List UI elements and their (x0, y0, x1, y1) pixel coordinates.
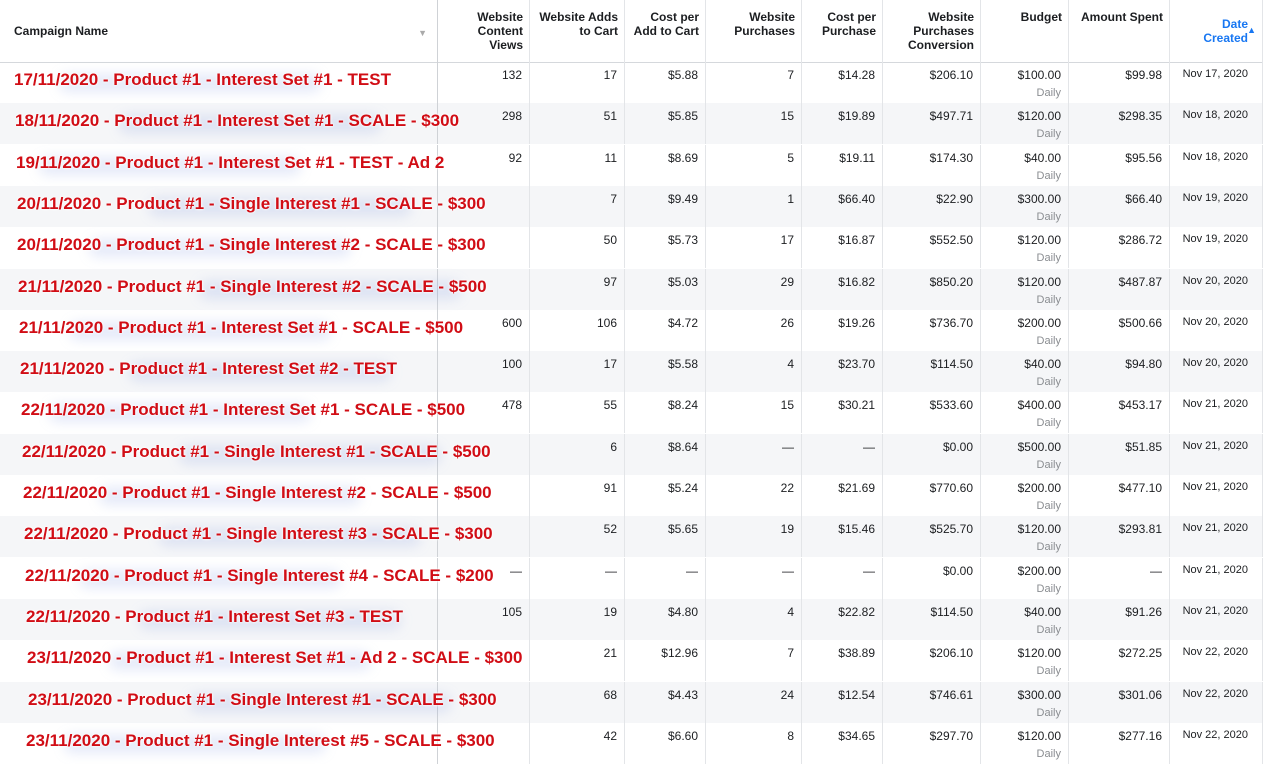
budget-type: Daily (1036, 582, 1061, 595)
budget-value: $120.00 (1017, 728, 1061, 743)
table-header (0, 0, 1263, 63)
date-created-cell: Nov 19, 2020 (1170, 186, 1263, 227)
adds-to-cart-cell: 97 (530, 269, 625, 310)
budget-cell (981, 145, 1069, 186)
column-header-content-views[interactable]: Website Content Views (438, 0, 530, 62)
budget-type: Daily (1036, 500, 1061, 512)
purchase-conversion-cell: $22.90 (883, 186, 981, 227)
purchase-conversion-cell: $297.70 (883, 723, 981, 764)
budget-value: $300.00 (1017, 687, 1061, 702)
budget-cell (981, 640, 1069, 681)
adds-to-cart-cell: 91 (530, 475, 625, 516)
budget-type: Daily (1036, 417, 1061, 430)
adds-to-cart-cell: 19 (530, 599, 625, 640)
purchases-cell: 22 (706, 475, 802, 516)
budget-value: $40.00 (1024, 150, 1061, 165)
cost-per-purchase-cell: $30.21 (802, 392, 883, 433)
budget-value: $100.00 (1017, 68, 1061, 82)
cost-per-purchase-cell: $12.54 (802, 682, 883, 723)
budget-cell (981, 186, 1069, 227)
purchase-conversion-cell: $497.71 (883, 103, 981, 144)
table-row[interactable] (0, 227, 1263, 268)
cost-per-purchase-cell: $21.69 (802, 475, 883, 516)
amount-spent-cell: $66.40 (1069, 186, 1170, 227)
content-views-cell: 478 (438, 392, 530, 433)
date-created-cell: Nov 22, 2020 (1170, 640, 1263, 681)
cost-per-purchase-cell: $14.28 (802, 62, 883, 103)
content-views-cell: 298 (438, 103, 530, 144)
campaign-name-label[interactable]: 21/11/2020 - Product #1 - Interest Set #2 - TEST (20, 359, 397, 379)
amount-spent-cell: $91.26 (1069, 599, 1170, 640)
content-views-cell: 92 (438, 145, 530, 186)
budget-cell (981, 351, 1069, 392)
table-row[interactable] (0, 434, 1263, 475)
table-row[interactable] (0, 186, 1263, 227)
date-created-cell: Nov 21, 2020 (1170, 392, 1263, 433)
budget-value: $40.00 (1024, 604, 1061, 619)
budget-cell (981, 475, 1069, 516)
budget-value: $300.00 (1017, 191, 1061, 206)
column-header-cost-per-atc[interactable]: Cost per Add to Cart (625, 0, 706, 62)
date-created-cell: Nov 18, 2020 (1170, 103, 1263, 144)
budget-value: $500.00 (1017, 439, 1061, 454)
budget-type: Daily (1036, 87, 1061, 99)
purchases-cell: 15 (706, 392, 802, 433)
budget-cell (981, 682, 1069, 723)
date-created-cell: Nov 22, 2020 (1170, 682, 1263, 723)
column-header-purchase-conversion[interactable]: Website Purchases Conversion (883, 0, 981, 62)
budget-type: Daily (1036, 665, 1061, 678)
budget-cell (981, 103, 1069, 144)
purchases-cell: 4 (706, 351, 802, 392)
cost-per-purchase-cell: $16.87 (802, 227, 883, 268)
purchases-cell: 17 (706, 227, 802, 268)
cost-per-atc-cell: — (625, 558, 706, 599)
cost-per-atc-cell: $5.73 (625, 227, 706, 268)
budget-cell (981, 392, 1069, 433)
budget-cell (981, 558, 1069, 599)
campaign-name-label[interactable]: 22/11/2020 - Product #1 - Single Interest #3 - SCALE - $300 (24, 524, 493, 544)
purchase-conversion-cell: $0.00 (883, 434, 981, 475)
adds-to-cart-cell: — (530, 558, 625, 599)
campaign-name-label[interactable]: 23/11/2020 - Product #1 - Single Interest #5 - SCALE - $300 (26, 730, 495, 750)
cost-per-atc-cell: $5.24 (625, 475, 706, 516)
purchase-conversion-cell: $552.50 (883, 227, 981, 268)
cost-per-atc-cell: $5.58 (625, 351, 706, 392)
content-views-cell: 600 (438, 310, 530, 351)
purchase-conversion-cell: $114.50 (883, 351, 981, 392)
budget-type: Daily (1036, 541, 1061, 554)
cost-per-purchase-cell: — (802, 434, 883, 475)
adds-to-cart-cell: 55 (530, 392, 625, 433)
sort-ascending-icon[interactable]: ▲ (1247, 25, 1256, 35)
purchases-cell: — (706, 434, 802, 475)
table-row[interactable] (0, 682, 1263, 723)
purchases-cell: 26 (706, 310, 802, 351)
amount-spent-cell: $453.17 (1069, 392, 1170, 433)
budget-cell (981, 62, 1069, 103)
purchases-cell: 29 (706, 269, 802, 310)
budget-type: Daily (1036, 376, 1061, 389)
cost-per-purchase-cell: $38.89 (802, 640, 883, 681)
budget-cell (981, 227, 1069, 268)
purchases-cell: 8 (706, 723, 802, 764)
budget-type: Daily (1036, 128, 1061, 141)
amount-spent-cell: $293.81 (1069, 516, 1170, 557)
budget-cell (981, 599, 1069, 640)
cost-per-atc-cell: $4.72 (625, 310, 706, 351)
budget-type: Daily (1036, 334, 1061, 347)
amount-spent-cell: $477.10 (1069, 475, 1170, 516)
content-views-cell: 132 (438, 62, 530, 103)
purchases-cell: 1 (706, 186, 802, 227)
date-created-cell: Nov 17, 2020 (1170, 62, 1263, 103)
date-created-header-label: Date Created (1203, 17, 1248, 45)
campaign-name-label[interactable]: 21/11/2020 - Product #1 - Single Interest #2 - SCALE - $500 (18, 276, 487, 296)
content-views-cell: — (438, 558, 530, 599)
campaign-name-header-label: Campaign Name (14, 24, 109, 38)
purchases-cell: — (706, 558, 802, 599)
table-row[interactable] (0, 269, 1263, 310)
cost-per-atc-cell: $5.88 (625, 62, 706, 103)
date-created-cell: Nov 21, 2020 (1170, 434, 1263, 475)
column-header-date-created[interactable] (1170, 0, 1263, 62)
campaign-name-label[interactable]: 22/11/2020 - Product #1 - Interest Set #1 - SCALE - $500 (21, 400, 466, 420)
budget-type: Daily (1036, 169, 1061, 182)
amount-spent-cell: — (1069, 558, 1170, 599)
cost-per-purchase-cell: $19.11 (802, 145, 883, 186)
purchase-conversion-cell: $746.61 (883, 682, 981, 723)
budget-type: Daily (1036, 458, 1061, 471)
budget-value: $120.00 (1017, 109, 1061, 124)
adds-to-cart-cell: 51 (530, 103, 625, 144)
budget-type: Daily (1036, 747, 1061, 760)
amount-spent-cell: $272.25 (1069, 640, 1170, 681)
budget-value: $200.00 (1017, 315, 1061, 330)
campaign-name-label[interactable]: 20/11/2020 - Product #1 - Single Interest #2 - SCALE - $300 (17, 235, 486, 255)
amount-spent-cell: $298.35 (1069, 103, 1170, 144)
campaign-name-label[interactable]: 17/11/2020 - Product #1 - Interest Set #1 - TEST (14, 70, 391, 89)
budget-type: Daily (1036, 210, 1061, 223)
column-header-amount-spent[interactable]: Amount Spent (1069, 0, 1170, 62)
campaign-name-label[interactable]: 19/11/2020 - Product #1 - Interest Set #1 - TEST - Ad 2 (16, 152, 445, 172)
purchases-cell: 7 (706, 62, 802, 103)
purchase-conversion-cell: $206.10 (883, 640, 981, 681)
budget-cell (981, 269, 1069, 310)
campaign-name-label[interactable]: 18/11/2020 - Product #1 - Interest Set #1 - SCALE - $300 (15, 111, 460, 131)
date-created-cell: Nov 21, 2020 (1170, 475, 1263, 516)
table-row[interactable] (0, 392, 1263, 433)
amount-spent-cell: $500.66 (1069, 310, 1170, 351)
cost-per-purchase-cell: $34.65 (802, 723, 883, 764)
budget-value: $120.00 (1017, 233, 1061, 248)
campaign-name-label[interactable]: 21/11/2020 - Product #1 - Interest Set #1 - SCALE - $500 (19, 317, 464, 337)
cost-per-atc-cell: $5.03 (625, 269, 706, 310)
adds-to-cart-cell: 50 (530, 227, 625, 268)
table-row[interactable] (0, 351, 1263, 392)
adds-to-cart-cell: 106 (530, 310, 625, 351)
cost-per-purchase-cell: $19.26 (802, 310, 883, 351)
cost-per-atc-cell: $8.69 (625, 145, 706, 186)
budget-value: $200.00 (1017, 481, 1061, 495)
purchase-conversion-cell: $770.60 (883, 475, 981, 516)
table-row[interactable] (0, 310, 1263, 351)
adds-to-cart-cell: 21 (530, 640, 625, 681)
table-row[interactable] (0, 640, 1263, 681)
chevron-down-icon[interactable]: ▼ (418, 28, 427, 38)
budget-cell (981, 516, 1069, 557)
budget-value: $400.00 (1017, 398, 1061, 413)
date-created-cell: Nov 21, 2020 (1170, 558, 1263, 599)
adds-to-cart-cell: 11 (530, 145, 625, 186)
purchase-conversion-cell: $533.60 (883, 392, 981, 433)
cost-per-atc-cell: $9.49 (625, 186, 706, 227)
cost-per-atc-cell: $4.43 (625, 682, 706, 723)
budget-type: Daily (1036, 293, 1061, 306)
cost-per-purchase-cell: $23.70 (802, 351, 883, 392)
cost-per-purchase-cell: $22.82 (802, 599, 883, 640)
amount-spent-cell: $277.16 (1069, 723, 1170, 764)
table-row[interactable] (0, 62, 1263, 103)
budget-value: $120.00 (1017, 646, 1061, 661)
purchases-cell: 4 (706, 599, 802, 640)
budget-value: $120.00 (1017, 274, 1061, 289)
amount-spent-cell: $301.06 (1069, 682, 1170, 723)
purchase-conversion-cell: $174.30 (883, 145, 981, 186)
cost-per-purchase-cell: $66.40 (802, 186, 883, 227)
date-created-cell: Nov 18, 2020 (1170, 145, 1263, 186)
adds-to-cart-cell: 52 (530, 516, 625, 557)
cost-per-atc-cell: $4.80 (625, 599, 706, 640)
adds-to-cart-cell: 7 (530, 186, 625, 227)
campaign-name-label[interactable]: 22/11/2020 - Product #1 - Single Interest #4 - SCALE - $200 (25, 565, 494, 585)
budget-cell (981, 434, 1069, 475)
purchase-conversion-cell: $206.10 (883, 62, 981, 103)
budget-value: $120.00 (1017, 522, 1061, 537)
purchase-conversion-cell: $850.20 (883, 269, 981, 310)
cost-per-purchase-cell: $16.82 (802, 269, 883, 310)
table-row[interactable] (0, 723, 1263, 764)
budget-cell (981, 723, 1069, 764)
cost-per-atc-cell: $8.64 (625, 434, 706, 475)
cost-per-purchase-cell: $15.46 (802, 516, 883, 557)
cost-per-purchase-cell: — (802, 558, 883, 599)
date-created-cell: Nov 20, 2020 (1170, 310, 1263, 351)
date-created-cell: Nov 20, 2020 (1170, 351, 1263, 392)
budget-value: $40.00 (1024, 357, 1061, 372)
column-header-campaign-name[interactable] (0, 0, 438, 62)
date-created-cell: Nov 21, 2020 (1170, 516, 1263, 557)
purchase-conversion-cell: $0.00 (883, 558, 981, 599)
budget-value: $200.00 (1017, 563, 1061, 578)
adds-to-cart-cell: 17 (530, 351, 625, 392)
table-row[interactable] (0, 599, 1263, 640)
cost-per-atc-cell: $5.85 (625, 103, 706, 144)
date-created-cell: Nov 22, 2020 (1170, 723, 1263, 764)
adds-to-cart-cell: 68 (530, 682, 625, 723)
amount-spent-cell: $286.72 (1069, 227, 1170, 268)
adds-to-cart-cell: 42 (530, 723, 625, 764)
purchase-conversion-cell: $525.70 (883, 516, 981, 557)
adds-to-cart-cell: 6 (530, 434, 625, 475)
amount-spent-cell: $94.80 (1069, 351, 1170, 392)
table-row[interactable] (0, 475, 1263, 516)
date-created-cell: Nov 21, 2020 (1170, 599, 1263, 640)
amount-spent-cell: $51.85 (1069, 434, 1170, 475)
table-row[interactable] (0, 516, 1263, 557)
purchases-cell: 15 (706, 103, 802, 144)
purchases-cell: 5 (706, 145, 802, 186)
amount-spent-cell: $487.87 (1069, 269, 1170, 310)
campaign-name-label[interactable]: 22/11/2020 - Product #1 - Interest Set #3 - TEST (26, 606, 403, 626)
column-header-adds-to-cart[interactable]: Website Adds to Cart (530, 0, 625, 62)
budget-type: Daily (1036, 623, 1061, 636)
budget-cell (981, 310, 1069, 351)
cost-per-purchase-cell: $19.89 (802, 103, 883, 144)
date-created-cell: Nov 19, 2020 (1170, 227, 1263, 268)
table-row[interactable] (0, 145, 1263, 186)
table-row[interactable] (0, 103, 1263, 144)
table-row[interactable] (0, 558, 1263, 599)
content-views-cell: 100 (438, 351, 530, 392)
amount-spent-cell: $95.56 (1069, 145, 1170, 186)
cost-per-atc-cell: $5.65 (625, 516, 706, 557)
campaign-name-label[interactable]: 23/11/2020 - Product #1 - Single Interest #1 - SCALE - $300 (28, 689, 497, 709)
purchase-conversion-cell: $736.70 (883, 310, 981, 351)
cost-per-atc-cell: $12.96 (625, 640, 706, 681)
purchases-cell: 19 (706, 516, 802, 557)
column-header-cost-per-purchase[interactable]: Cost per Purchase (802, 0, 883, 62)
campaign-name-label[interactable]: 20/11/2020 - Product #1 - Single Interest #1 - SCALE - $300 (17, 193, 486, 213)
date-created-cell: Nov 20, 2020 (1170, 269, 1263, 310)
cost-per-atc-cell: $8.24 (625, 392, 706, 433)
purchases-cell: 24 (706, 682, 802, 723)
amount-spent-cell: $99.98 (1069, 62, 1170, 103)
budget-type: Daily (1036, 252, 1061, 265)
purchases-cell: 7 (706, 640, 802, 681)
campaign-name-label[interactable]: 22/11/2020 - Product #1 - Single Interest #2 - SCALE - $500 (23, 483, 492, 502)
adds-to-cart-cell: 17 (530, 62, 625, 103)
column-header-purchases[interactable]: Website Purchases (706, 0, 802, 62)
purchase-conversion-cell: $114.50 (883, 599, 981, 640)
column-header-budget[interactable]: Budget (981, 0, 1069, 62)
budget-type: Daily (1036, 706, 1061, 719)
campaign-name-label[interactable]: 23/11/2020 - Product #1 - Interest Set #1 - Ad 2 - SCALE - $300 (27, 648, 523, 668)
cost-per-atc-cell: $6.60 (625, 723, 706, 764)
campaign-name-label[interactable]: 22/11/2020 - Product #1 - Single Interest #1 - SCALE - $500 (22, 441, 491, 461)
content-views-cell: 105 (438, 599, 530, 640)
